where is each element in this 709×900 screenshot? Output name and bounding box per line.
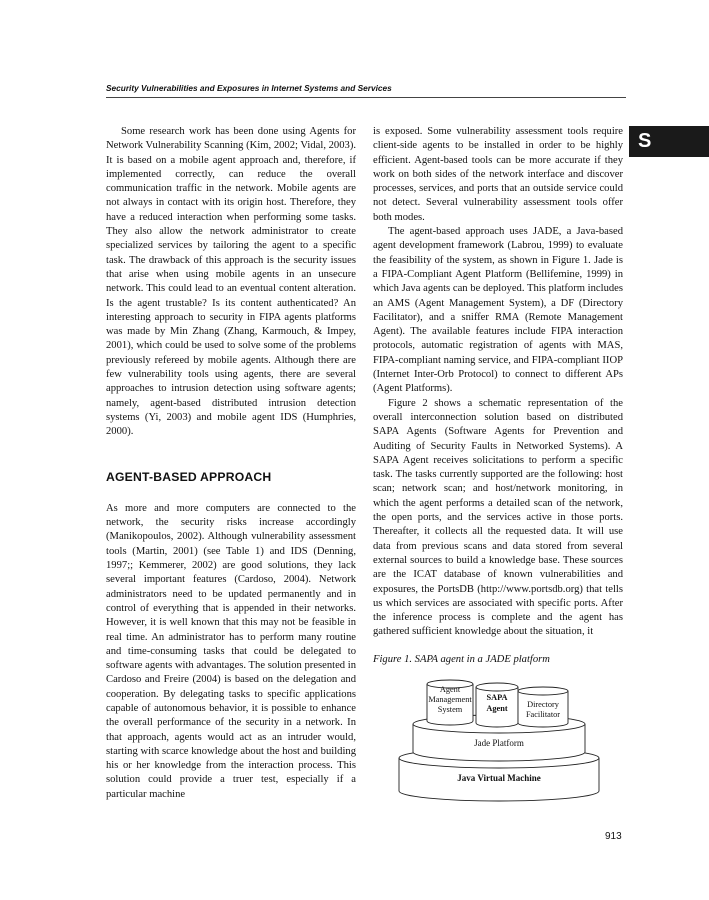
ams-label-line-2: Management bbox=[428, 694, 472, 704]
sapa-label-line-1: SAPA bbox=[486, 692, 508, 702]
page-number: 913 bbox=[605, 831, 622, 842]
figure-1-diagram bbox=[373, 677, 623, 827]
ams-label-line-3: System bbox=[437, 704, 463, 714]
jvm-label: Java Virtual Machine bbox=[457, 772, 541, 783]
section-tab-letter: S bbox=[629, 126, 709, 157]
figure-caption: Figure 1. SAPA agent in a JADE platform bbox=[373, 653, 550, 665]
df-label-line-1: Directory bbox=[527, 699, 559, 709]
right-paragraph-1: is exposed. Some vulnerability assessment tools require client-side agents to be installed in order to be highly efficient. Agent-based tools can be more accurate if they work on both sides of the network interface and discover processes, services, and ports that an outside service could not detect. Several vulnerability assessment tools offer both modes. bbox=[373, 126, 623, 223]
ams-label-line-1: Agent bbox=[439, 684, 461, 694]
right-paragraph-3: Figure 2 shows a schematic representation of the overall interconnection solution based on distributed SAPA Agents (Software Agents for Prevention and Auditing of Security Faults in Networked Systems). A SAPA Agent receives solicitations to perform a specific task. The tasks currently supported are the following: host scan; network scan; and host/network monitoring, in which the agent performs a detailed scan of the network, the open ports, and the services active in those ports. Thereafter, it collects all the requested data. It will use data from previous scans and data stored from several external sources to build a knowledge base. These sources are the ICAT database of known vulnerabilities and exposures, the PortsDB (http://www.portsdb.org) that tells us which services are associated with specific ports. After the inference process is complete and the agent has gathered sufficient knowledge about the situation, it bbox=[373, 397, 623, 638]
sapa-label-line-2: Agent bbox=[486, 703, 508, 713]
left-column bbox=[106, 125, 356, 802]
figure-1-svg bbox=[373, 677, 623, 827]
section-heading: AGENT-BASED APPROACH bbox=[106, 469, 272, 484]
left-paragraph-1: Some research work has been done using Agents for Network Vulnerability Scanning (Kim, 2002; Vidal, 2003). It is based on a mobile agent approach and, therefore, if implemented correctly, can reduce the overall communication traffic in the network. Mobile agents are not always in contact with its origin host. Therefore, they have a reduced interaction when performing some tasks. They also allow the network administrator to create specialized services by tailoring the agent to a specific task. The drawback of this approach is the security issues that arise when using mobile agents in an unsecure network. This could lead to an eventual content alteration. Is the agent trustable? Is its content authenticated? An interesting approach to security in FIPA agents platforms was made by Min Zhang (Zhang, Karmouch, & Impey, 2001), which could be used to solve some of the problems previously refereed by mobile agents. Although there are few vulnerability tools using agents, there are several approaches to intrusion detection using software agents; namely, agent-based distributed intrusion detection systems (Yi, 2003) and mobile agent IDS (Humphries, 2000). bbox=[106, 126, 356, 438]
header-rule bbox=[106, 97, 626, 98]
jade-platform-label: Jade Platform bbox=[474, 737, 524, 748]
df-label-line-2: Facilitator bbox=[525, 709, 561, 719]
running-header: Security Vulnerabilities and Exposures in Internet Systems and Services bbox=[106, 83, 392, 93]
right-column bbox=[373, 125, 623, 827]
left-paragraph-2: As more and more computers are connected to the network, the security risks increase accordingly (Manikopoulos, 2002). Although vulnerability assessment tools (Martin, 2001) (see Table 1) and IDS (Denning, 1997;; Kemmerer, 2002) are good solutions, they lack several important features (Cardoso, 2004). Network administrators need to be updated permanently and in control of everything that is appended in their networks. However, it is well known that this may not be feasible in real time. An administrator has to perform many routine and time-consuming tasks that could be delegated to software agents with advantages. The solution presented in Cardoso and Freire (2004) is based on the delegation and cooperation. By delegating tasks to specific applications capable of autonomous behavior, it is possible to enhance the overall performance of the security in a network. In that approach, agents would act as an intruder would, starting with scarce knowledge about the host and building his or her knowledge from the interaction process. This solution could provide a truer test, especially if a particular machine bbox=[106, 502, 356, 800]
right-paragraph-2: The agent-based approach uses JADE, a Java-based agent development framework (Labrou, 1999) to evaluate the feasibility of the system, as shown in Figure 1. Jade is a FIPA-Compliant Agent Platform (Bellifemine, 1999) in which Java agents can be deployed. This platform includes an AMS (Agent Management System), a DF (Directory Facilitator), and a sniffer RMA (Remote Management Agent). The available features include FIPA interaction protocols, automatic registration of agents with MAS, FIPA-compliant naming service, and FIPA-compliant IIOP (Internet Inter-Orb Protocol) to connect to different APs (Agent Platforms). bbox=[373, 226, 623, 395]
